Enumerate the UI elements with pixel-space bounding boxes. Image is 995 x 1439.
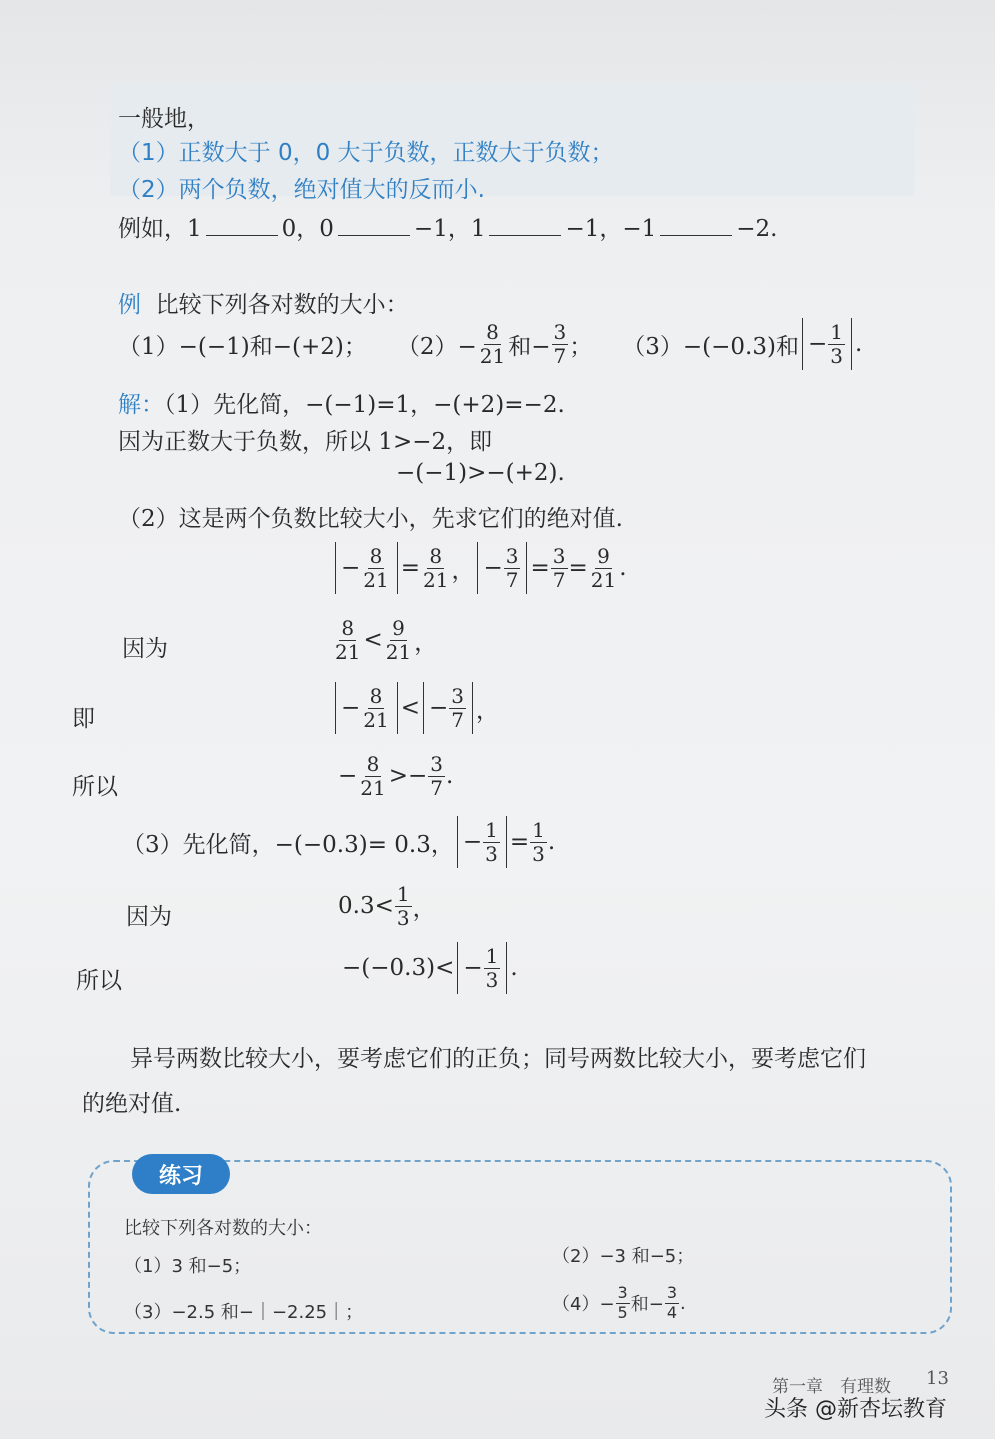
fraction-3-5: $\frac{3}{5}$ [617,1282,628,1322]
page-number: 13 [926,1368,949,1389]
ji-inequality: − $\frac{8}{21}$ < − $\frac{3}{7}$ ， [332,680,499,736]
suoyi-label-2: 所以 [76,968,122,994]
fraction-3-7: $\frac{3}{7}$ [553,319,567,368]
example-title: 比较下列各对数的大小： [155,292,409,318]
example-line-part-4: −1，−1 [565,216,657,242]
suoyi-inequality-2: −(−0.3)< − $\frac{1}{3}$ . [342,940,518,996]
question-2-and: 和− [508,333,551,360]
fraction-1-3-b: $\frac{1}{3}$ [396,881,410,930]
practice-3: （3）−2.5 和−｜−2.25｜； [124,1302,364,1323]
suoyi-value: −(−0.3)< [342,955,455,981]
solution-1b: 因为正数大于负数，所以 1>−2，即 [118,429,493,455]
abs-neg-8-21: − $\frac{8}{21}$ [335,542,398,594]
ji-label: 即 [72,706,95,732]
question-2-label: （2）− [396,333,477,360]
solution-3: （3）先化简，−(−0.3)= 0.3， − $\frac{1}{3}$ = $\frac{1}{3}$ . [122,814,555,870]
practice-tag: 练习 [132,1154,230,1194]
fraction-1-3: $\frac{1}{3}$ [532,817,545,866]
rule-1: （1）正数大于 0，0 大于负数，正数大于负数； [118,140,614,166]
example-heading [118,286,409,319]
example-tag: 例 [118,292,141,318]
fraction-3-7-b: $\frac{3}{7}$ [552,543,566,592]
solution-tag: 解： [118,392,164,418]
blank-2 [338,217,410,236]
example-line-part-3: −1，1 [413,216,486,242]
question-2-end: ； [569,333,593,360]
solution-2: （2）这是两个负数比较大小，先求它们的绝对值. [118,506,623,532]
abs-neg-3-7: − $\frac{3}{7}$ [477,542,527,594]
summary-line-1: 异号两数比较大小，要考虑它们的正负；同号两数比较大小，要考虑它们 [130,1046,866,1072]
because-label-2: 因为 [126,904,172,930]
example-line-prefix: 例如，1 [118,216,202,242]
watermark: 头条 @新杏坛教育 [764,1397,947,1422]
blank-1 [206,217,278,236]
practice-title: 比较下列各对数的大小： [124,1218,322,1239]
because-value: 0.3< [338,893,394,919]
solution-3-text: （3）先化简，−(−0.3)= 0.3， [122,831,454,858]
practice-1: （1）3 和−5； [124,1256,252,1277]
summary-line-2: 的绝对值. [82,1091,182,1117]
example-line-part-5: −2. [736,216,778,242]
rule-2: （2）两个负数，绝对值大的反而小. [118,177,485,203]
fraction-9-21: $\frac{9}{21}$ [590,543,617,592]
blank-3 [489,217,561,236]
because-label: 因为 [122,636,168,662]
because-inequality-2: 0.3< $\frac{1}{3}$ ， [338,881,436,930]
fraction-3-4: $\frac{3}{4}$ [666,1282,678,1322]
fraction-3-7-c: $\frac{3}{7}$ [430,751,444,800]
because-inequality: $\frac{8}{21}$ < $\frac{9}{21}$ ， [335,615,438,664]
example-line-part-2: 0，0 [281,216,334,242]
fraction-8-21-c: $\frac{8}{21}$ [335,615,361,664]
abs-neg-1-3-b: − $\frac{1}{3}$ [457,942,507,994]
fraction-8-21-b: $\frac{8}{21}$ [423,543,449,592]
abs-neg-3-7-b: − $\frac{3}{7}$ [423,682,473,734]
abs-neg-8-21-b: − $\frac{8}{21}$ [335,682,398,734]
practice-4-label: （4）− [552,1294,615,1315]
fraction-8-21-d: $\frac{8}{21}$ [360,751,386,800]
suoyi-inequality-1: − $\frac{8}{21}$ >− $\frac{3}{7}$ . [338,751,454,800]
example-line [118,210,778,243]
abs-neg-one-third: − $\frac{1}{3}$ [802,318,852,370]
practice-4 [552,1278,686,1328]
suoyi-label-1: 所以 [72,774,118,800]
solution-1c: −(−1)>−(+2). [396,460,565,486]
blank-4 [660,217,732,236]
practice-2: （2）−3 和−5； [552,1246,695,1267]
solution-1 [118,386,565,419]
question-3-label: （3）−(−0.3)和 [622,333,799,360]
question-1: （1）−(−1)和−(+2)； [118,333,367,360]
solution-1-text: （1）先化简，−(−1)=1，−(+2)=−2. [164,392,565,418]
example-questions [118,316,862,372]
question-3-end: . [854,331,863,357]
chapter-label: 第一章 有理数 [772,1377,891,1397]
practice-4-end: . [680,1292,686,1314]
abs-neg-1-3: − $\frac{1}{3}$ [457,816,507,868]
abs-values-equation: − $\frac{8}{21}$ = $\frac{8}{21}$ ， − $\frac{3}{7}$ = $\frac{3}{7}$ = $\frac{9}{21}$ . [332,540,627,596]
fraction-8-21: $\frac{8}{21}$ [479,319,506,368]
fraction-9-21-b: $\frac{9}{21}$ [385,615,412,664]
intro-text: 一般地， [118,106,210,132]
practice-4-and: 和− [630,1294,664,1315]
